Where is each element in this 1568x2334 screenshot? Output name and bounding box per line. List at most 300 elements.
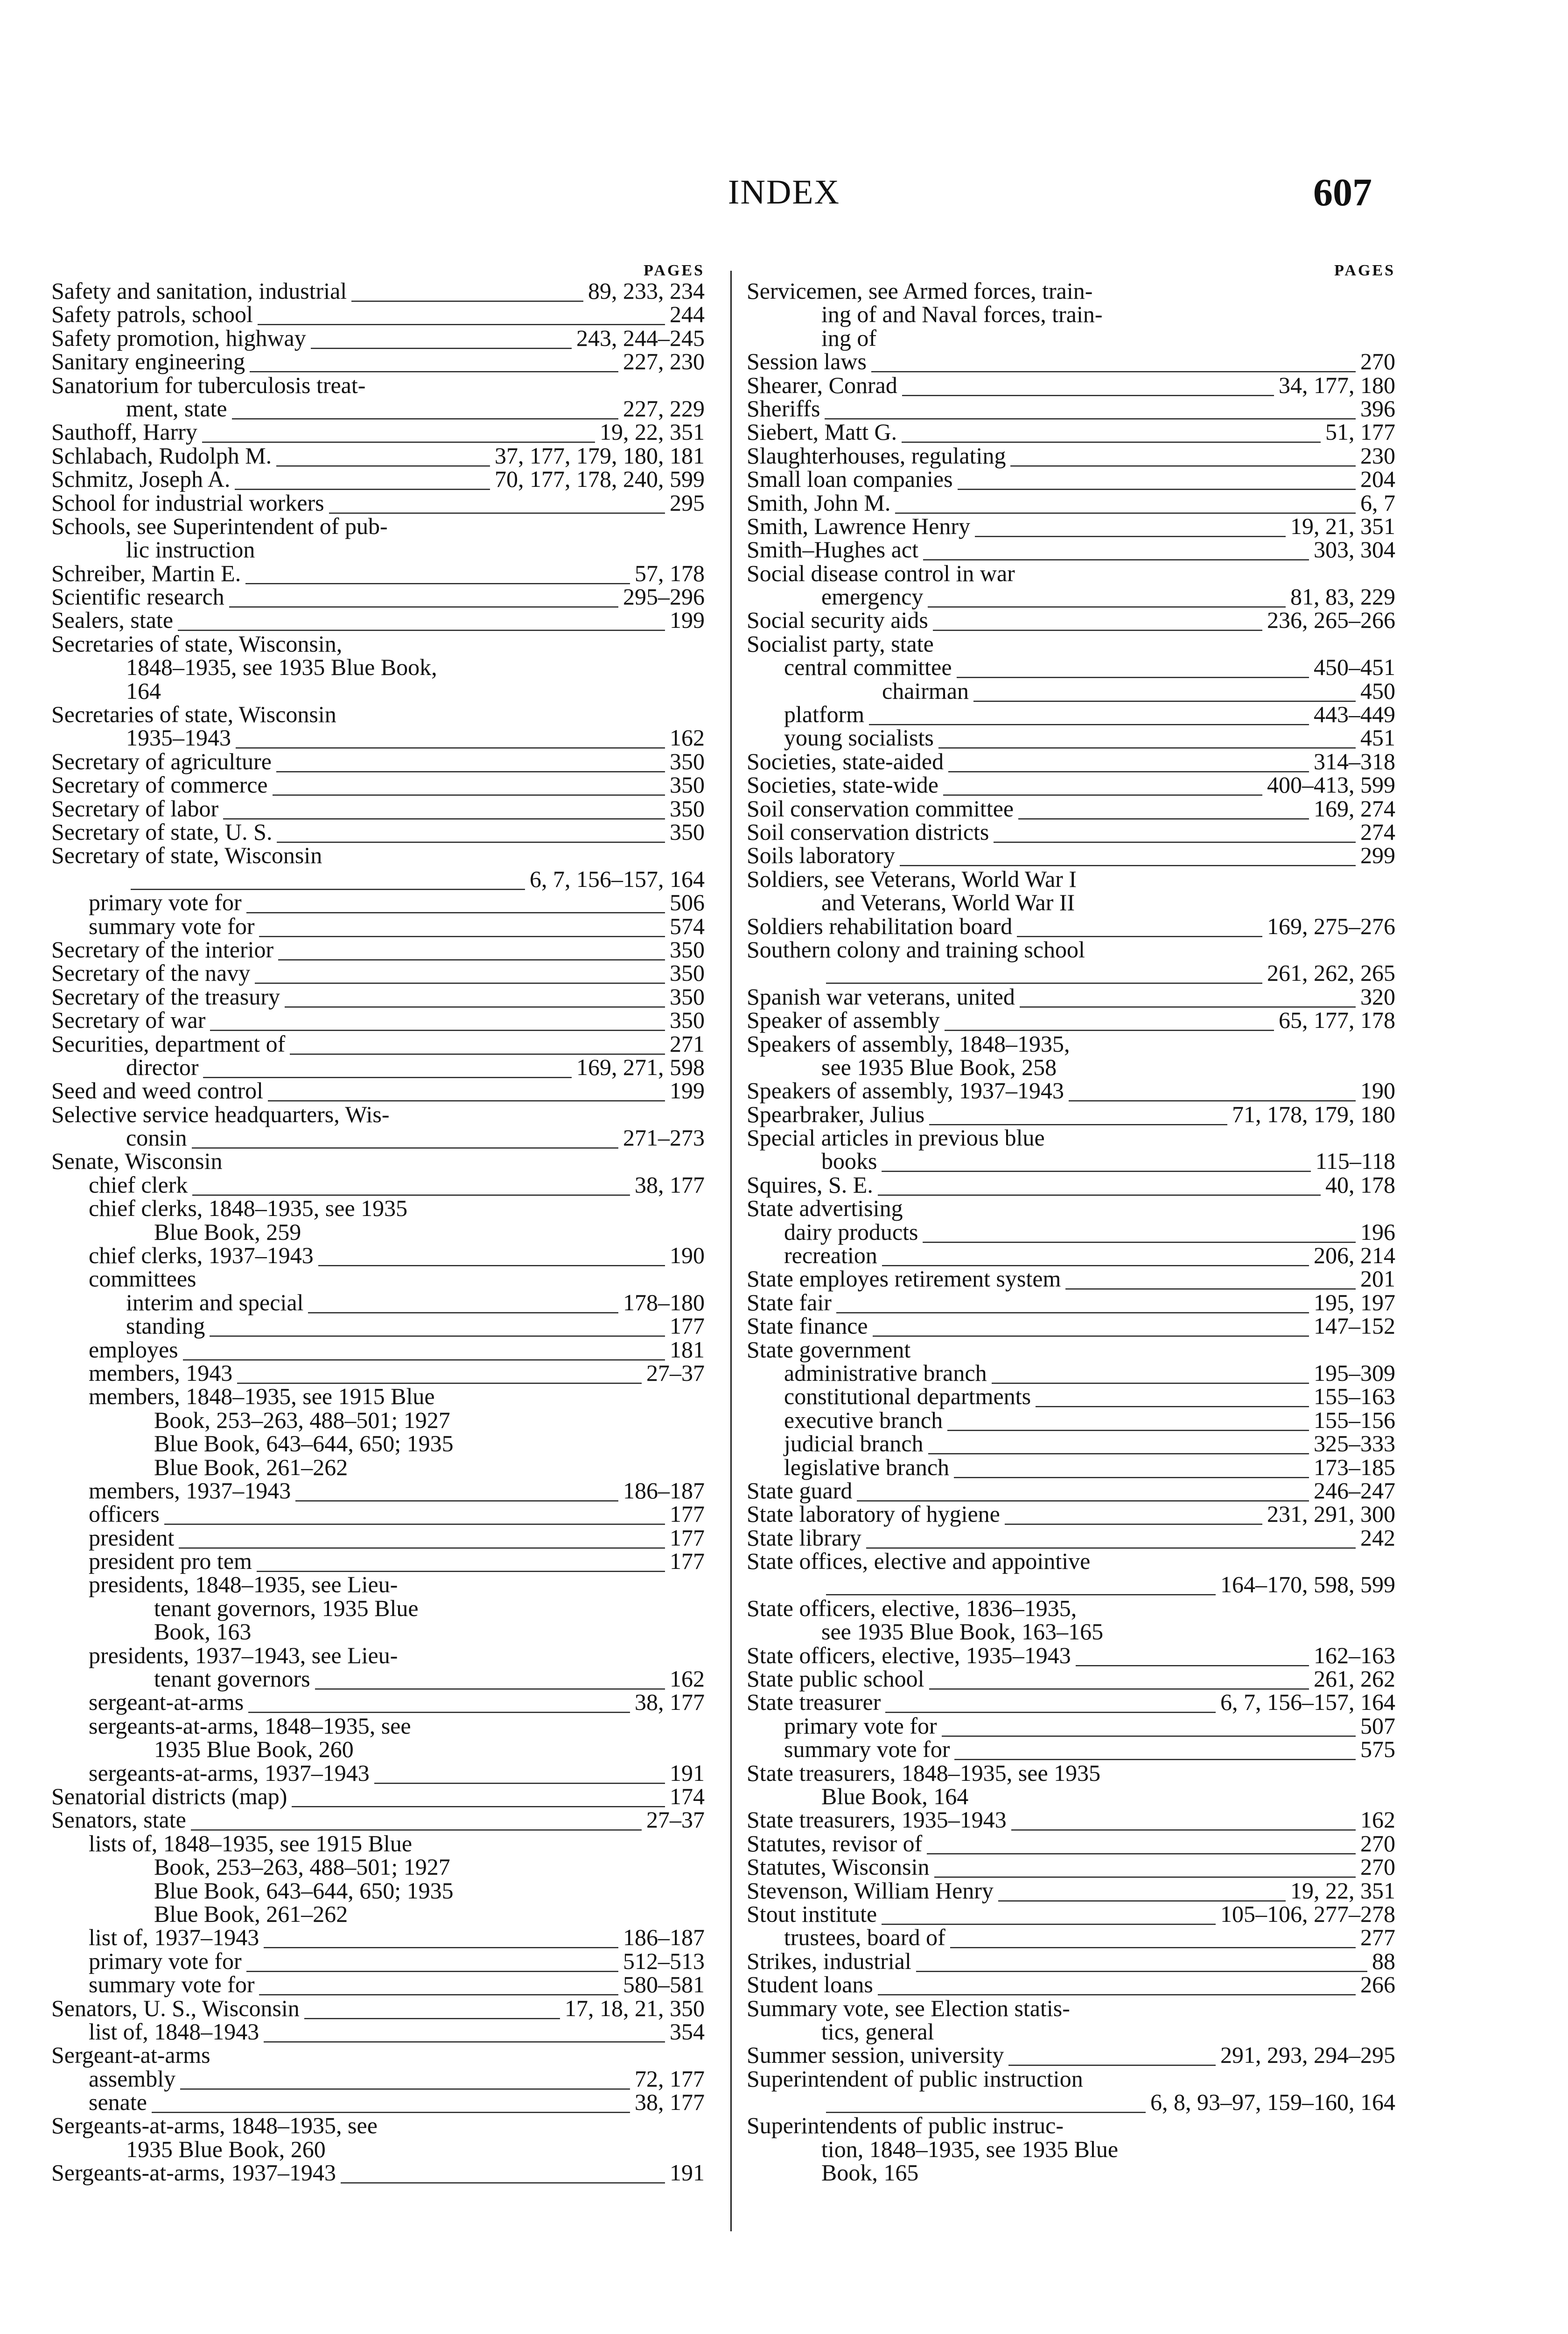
index-entry	[747, 1596, 1395, 1620]
index-page-refs: 37, 177, 179, 180, 181	[495, 442, 705, 469]
dot-leader	[304, 1997, 560, 2020]
index-term: tenant governors, 1935 Blue	[154, 1595, 419, 1621]
index-page-refs: 325–333	[1314, 1430, 1395, 1457]
index-entry	[51, 703, 705, 726]
pages-column-header: PAGES	[1334, 262, 1395, 279]
index-page-refs: 270	[1360, 348, 1395, 375]
index-term: Socialist party, state	[747, 630, 934, 657]
index-entry	[747, 420, 1395, 443]
index-entry	[747, 867, 1395, 891]
dot-leader	[954, 1455, 1309, 1479]
index-entry	[747, 1432, 1395, 1455]
index-term: State officers, elective, 1935–1943	[747, 1642, 1071, 1668]
index-entry	[747, 1973, 1395, 1996]
index-term: emergency	[821, 584, 924, 610]
index-entry	[747, 1455, 1395, 1479]
dot-leader	[192, 1126, 618, 1149]
index-entry	[747, 891, 1395, 914]
index-term: 164	[126, 677, 161, 704]
index-entry	[747, 1008, 1395, 1032]
dot-leader	[943, 773, 1262, 796]
index-term: 1935–1943	[126, 724, 231, 751]
index-term: Secretary of agriculture	[51, 748, 272, 774]
index-entry	[51, 797, 705, 820]
index-entry	[747, 1737, 1395, 1761]
index-page-refs: 164–170, 598, 599	[1220, 1571, 1395, 1598]
dot-leader	[826, 1573, 1216, 1596]
index-entry	[747, 1385, 1395, 1408]
index-term: Blue Book, 259	[154, 1218, 301, 1245]
dot-leader	[259, 1973, 618, 1996]
index-entry	[747, 2090, 1395, 2114]
index-term: State treasurers, 1848–1935, see 1935	[747, 1759, 1101, 1786]
index-entry	[51, 773, 705, 796]
index-term: judicial branch	[784, 1430, 924, 1457]
index-entry	[51, 1737, 705, 1761]
dot-leader	[927, 1832, 1356, 1855]
index-entry	[51, 397, 705, 420]
index-term: trustees, board of	[784, 1924, 945, 1951]
index-page-refs: 191	[670, 2159, 705, 2186]
index-entry	[747, 1267, 1395, 1290]
index-term: State guard	[747, 1477, 853, 1504]
index-entry	[51, 302, 705, 326]
index-entry	[51, 608, 705, 632]
index-entry	[51, 1902, 705, 1926]
index-term: list of, 1848–1943	[89, 2018, 259, 2045]
index-page-refs: 19, 22, 351	[1290, 1877, 1395, 1904]
dot-leader	[1076, 1644, 1309, 1667]
dot-leader	[954, 1737, 1356, 1761]
index-entry	[51, 514, 705, 538]
index-term: legislative branch	[784, 1454, 950, 1480]
index-term: Schmitz, Joseph A.	[51, 466, 231, 492]
index-term: officers	[89, 1501, 160, 1527]
index-page-refs: 147–152	[1314, 1313, 1395, 1339]
index-term: 1848–1935, see 1935 Blue Book,	[126, 654, 437, 681]
page-header-title: INDEX	[728, 173, 840, 211]
index-page-refs: 169, 274	[1314, 795, 1395, 822]
index-term: Smith–Hughes act	[747, 536, 919, 563]
index-term: central committee	[784, 654, 952, 681]
index-page-refs: 227, 230	[623, 348, 705, 375]
index-page-refs: 6, 8, 93–97, 159–160, 164	[1150, 2089, 1395, 2116]
index-term: 1935 Blue Book, 260	[154, 1736, 354, 1763]
index-entry	[747, 608, 1395, 632]
index-entry	[747, 1879, 1395, 1902]
index-term: lists of, 1848–1935, see 1915 Blue	[89, 1830, 413, 1856]
index-page-refs: 443–449	[1314, 701, 1395, 728]
index-entry	[747, 326, 1395, 350]
dot-leader	[878, 1973, 1356, 1996]
index-entry	[747, 2137, 1395, 2161]
index-term: Sergeants-at-arms, 1937–1943	[51, 2159, 336, 2186]
index-entry	[51, 1879, 705, 1902]
index-term: Secretary of the navy	[51, 960, 251, 986]
index-entry	[51, 1079, 705, 1102]
index-entry	[747, 844, 1395, 867]
dot-leader	[191, 1808, 642, 1831]
index-term: Societies, state-aided	[747, 748, 944, 774]
index-page-refs: 320	[1360, 983, 1395, 1010]
dot-leader	[869, 703, 1309, 726]
index-page-refs: 195–309	[1314, 1359, 1395, 1386]
index-term: Session laws	[747, 348, 867, 375]
dot-leader	[1018, 797, 1309, 820]
index-term: Social security aids	[747, 607, 928, 633]
index-entry	[51, 1432, 705, 1455]
index-term: Secretaries of state, Wisconsin	[51, 701, 336, 728]
index-page-refs: 291, 293, 294–295	[1220, 2042, 1395, 2068]
index-term: State officers, elective, 1836–1935,	[747, 1595, 1077, 1621]
index-entry	[51, 655, 705, 679]
index-page-refs: 350	[670, 748, 705, 774]
dot-leader	[902, 373, 1274, 397]
index-term: Sauthoff, Harry	[51, 419, 197, 445]
index-term: Secretary of the treasury	[51, 983, 280, 1010]
index-page-refs: 70, 177, 178, 240, 599	[495, 466, 705, 492]
index-entry	[51, 1361, 705, 1385]
index-entry	[51, 585, 705, 608]
index-page-refs: 71, 178, 179, 180	[1232, 1101, 1395, 1127]
index-term: Special articles in previous blue	[747, 1125, 1045, 1151]
index-entry	[51, 1455, 705, 1479]
dot-leader	[950, 1926, 1356, 1949]
index-term: Superintendents of public instruc-	[747, 2112, 1064, 2139]
index-entry	[747, 562, 1395, 585]
index-page-refs: 27–37	[646, 1359, 705, 1386]
index-entry	[747, 1761, 1395, 1785]
index-entry	[747, 2067, 1395, 2090]
index-page-refs: 72, 177	[635, 2065, 705, 2092]
index-term: ing of and Naval forces, train-	[821, 301, 1103, 328]
index-entry	[51, 938, 705, 961]
index-term: Soil conservation districts	[747, 818, 989, 845]
index-term: Blue Book, 261–262	[154, 1454, 348, 1480]
index-term: chief clerks, 1848–1935, see 1935	[89, 1195, 408, 1222]
index-page-refs: 512–513	[623, 1947, 705, 1974]
dot-leader	[202, 420, 595, 443]
index-entry	[51, 1926, 705, 1949]
index-entry	[747, 1032, 1395, 1055]
index-page-refs: 396	[1360, 395, 1395, 422]
index-term: members, 1937–1943	[89, 1477, 291, 1504]
index-page-refs: 177	[670, 1313, 705, 1339]
dot-leader	[250, 350, 618, 373]
index-term: Senatorial districts (map)	[51, 1783, 287, 1809]
dot-leader	[900, 844, 1356, 867]
index-entry	[747, 1785, 1395, 1808]
index-term: presidents, 1848–1935, see Lieu-	[89, 1571, 398, 1598]
index-term: Book, 165	[821, 2159, 919, 2186]
dot-leader	[374, 1761, 665, 1785]
index-page-refs: 162–163	[1314, 1642, 1395, 1668]
dot-leader	[257, 1549, 665, 1573]
index-entry	[51, 1267, 705, 1290]
index-entry	[51, 961, 705, 984]
dot-leader	[916, 1949, 1367, 1973]
dot-leader	[1010, 444, 1356, 467]
index-term: Speaker of assembly	[747, 1007, 940, 1033]
index-entry	[51, 1644, 705, 1667]
index-entry	[51, 1761, 705, 1785]
index-term: Schreiber, Martin E.	[51, 560, 241, 586]
index-page-refs: 27–37	[646, 1807, 705, 1833]
index-page-refs: 314–318	[1314, 748, 1395, 774]
index-entry	[747, 585, 1395, 608]
index-entry	[747, 750, 1395, 773]
dot-leader	[826, 961, 1262, 984]
index-entry	[747, 773, 1395, 796]
index-page-refs: 243, 244–245	[576, 324, 705, 351]
index-term: Squires, S. E.	[747, 1171, 873, 1198]
index-term: School for industrial workers	[51, 489, 324, 516]
index-page-refs: 38, 177	[635, 1689, 705, 1715]
index-page-refs: 19, 22, 351	[600, 419, 705, 445]
index-term: Speakers of assembly, 1937–1943	[747, 1077, 1064, 1104]
index-entry	[747, 538, 1395, 561]
index-term: standing	[126, 1313, 205, 1339]
page-number: 607	[1313, 171, 1372, 214]
index-page-refs: 400–413, 599	[1267, 772, 1395, 798]
index-term: Siebert, Matt G.	[747, 419, 897, 445]
index-entry	[51, 726, 705, 749]
index-term: Stevenson, William Henry	[747, 1877, 994, 1904]
index-entry	[747, 1502, 1395, 1526]
index-page-refs: 199	[670, 1077, 705, 1104]
index-term: senate	[89, 2089, 147, 2116]
index-term: Smith, John M.	[747, 489, 891, 516]
index-term: Student loans	[747, 1971, 873, 1998]
index-term: Safety and sanitation, industrial	[51, 278, 347, 304]
dot-leader	[1011, 1808, 1356, 1831]
index-entry	[51, 1690, 705, 1714]
index-term: State treasurer	[747, 1689, 881, 1715]
index-page-refs: 34, 177, 180	[1279, 372, 1395, 398]
index-entry	[747, 1291, 1395, 1314]
dot-leader	[998, 1879, 1286, 1902]
index-term: Sanitary engineering	[51, 348, 245, 375]
index-entry	[51, 1973, 705, 1996]
index-page-refs: 40, 178	[1325, 1171, 1395, 1198]
index-term: young socialists	[784, 724, 934, 751]
index-term: summary vote for	[784, 1736, 950, 1763]
index-term: president	[89, 1524, 175, 1551]
index-term: sergeants-at-arms, 1848–1935, see	[89, 1712, 411, 1739]
index-term: assembly	[89, 2065, 176, 2092]
index-entry	[51, 1808, 705, 1831]
index-term: State public school	[747, 1666, 924, 1692]
index-term: Senate, Wisconsin	[51, 1148, 223, 1174]
dot-leader	[178, 608, 665, 632]
index-term: Blue Book, 164	[821, 1783, 969, 1809]
index-entry	[51, 679, 705, 703]
index-page-refs: 295–296	[623, 584, 705, 610]
index-page-refs: 575	[1360, 1736, 1395, 1763]
index-page-refs: 451	[1360, 724, 1395, 751]
index-term: committees	[89, 1265, 196, 1292]
index-term: director	[126, 1054, 199, 1080]
index-entry	[51, 2067, 705, 2090]
dot-leader	[179, 1526, 665, 1549]
index-entry	[747, 938, 1395, 961]
index-entry	[747, 679, 1395, 703]
index-page-refs: 89, 233, 234	[588, 278, 705, 304]
index-term: tenant governors	[154, 1666, 310, 1692]
dot-leader	[1020, 985, 1356, 1008]
index-entry	[747, 1338, 1395, 1361]
dot-leader	[992, 1361, 1309, 1385]
index-term: presidents, 1937–1943, see Lieu-	[89, 1642, 398, 1668]
dot-leader	[273, 773, 665, 796]
index-term: members, 1943	[89, 1359, 233, 1386]
index-entry-list	[747, 279, 1395, 2185]
dot-leader	[180, 2067, 630, 2090]
index-term: Blue Book, 643–644, 650; 1935	[154, 1430, 454, 1457]
dot-leader	[183, 1338, 665, 1361]
index-entry	[747, 444, 1395, 467]
index-term: Senators, state	[51, 1807, 186, 1833]
dot-leader	[1005, 1502, 1262, 1526]
dot-leader	[210, 1314, 665, 1337]
index-page-refs: 230	[1360, 442, 1395, 469]
index-term: tics, general	[821, 2018, 934, 2045]
index-entry	[747, 1549, 1395, 1573]
index-term: Southern colony and training school	[747, 936, 1085, 963]
index-page-refs: 244	[670, 301, 705, 328]
index-page-refs: 81, 83, 229	[1290, 584, 1395, 610]
column-divider	[730, 271, 732, 2231]
index-entry	[747, 914, 1395, 938]
index-entry	[747, 1855, 1395, 1878]
index-entry	[747, 1644, 1395, 1667]
dot-leader	[923, 1220, 1356, 1244]
pages-column-header: PAGES	[644, 262, 705, 279]
index-page-refs: 6, 7, 156–157, 164	[530, 865, 705, 892]
index-page-refs: 295	[670, 489, 705, 516]
dot-leader	[276, 444, 490, 467]
index-entry	[747, 1573, 1395, 1596]
index-entry	[51, 820, 705, 844]
index-term: Societies, state-wide	[747, 772, 938, 798]
index-entry	[51, 1667, 705, 1690]
index-entry	[51, 444, 705, 467]
index-entry	[51, 1855, 705, 1878]
index-entry	[51, 1479, 705, 1502]
index-term: Secretary of state, Wisconsin	[51, 842, 322, 869]
dot-leader	[152, 2090, 630, 2114]
index-term: Speakers of assembly, 1848–1935,	[747, 1030, 1070, 1057]
index-term: Book, 253–263, 488–501; 1927	[154, 1854, 450, 1880]
index-entry	[747, 2020, 1395, 2043]
index-entry	[51, 2161, 705, 2184]
dot-leader	[295, 1479, 618, 1502]
index-term: sergeants-at-arms, 1937–1943	[89, 1759, 370, 1786]
index-entry	[747, 1714, 1395, 1737]
index-page-refs: 38, 177	[635, 2089, 705, 2116]
index-term: Small loan companies	[747, 466, 953, 492]
index-entry	[51, 1244, 705, 1267]
index-page-refs: 162	[670, 1666, 705, 1692]
index-entry	[51, 1149, 705, 1173]
dot-leader	[1036, 1385, 1309, 1408]
index-term: Book, 253–263, 488–501; 1927	[154, 1406, 450, 1433]
dot-leader	[878, 1173, 1321, 1196]
index-page-refs: 270	[1360, 1854, 1395, 1880]
index-term: members, 1848–1935, see 1915 Blue	[89, 1383, 435, 1410]
index-page-refs: 169, 275–276	[1267, 913, 1395, 939]
index-term: ment, state	[126, 395, 227, 422]
dot-leader	[825, 397, 1356, 420]
index-term: summary vote for	[89, 913, 255, 939]
index-page-refs: 88	[1372, 1947, 1395, 1974]
index-entry	[747, 1808, 1395, 1831]
dot-leader	[192, 1173, 630, 1196]
index-term: Secretary of commerce	[51, 772, 268, 798]
dot-leader	[292, 1785, 665, 1808]
index-term: Schlabach, Rudolph M.	[51, 442, 272, 469]
index-page-refs: 19, 21, 351	[1290, 513, 1395, 539]
dot-leader	[229, 585, 618, 608]
index-entry	[51, 1596, 705, 1620]
index-page-refs: 155–163	[1314, 1383, 1395, 1410]
index-term: Soldiers, see Veterans, World War I	[747, 865, 1077, 892]
index-page-refs: 174	[670, 1783, 705, 1809]
index-entry	[51, 350, 705, 373]
index-page-refs: 196	[1360, 1218, 1395, 1245]
index-term: Sheriffs	[747, 395, 820, 422]
index-page-refs: 181	[670, 1336, 705, 1363]
index-page-refs: 350	[670, 983, 705, 1010]
index-page-refs: 266	[1360, 1971, 1395, 1998]
index-term: State library	[747, 1524, 861, 1551]
index-entry	[51, 632, 705, 655]
index-entry	[51, 1714, 705, 1737]
index-page-refs: 261, 262	[1314, 1666, 1395, 1692]
index-page-refs: 231, 291, 300	[1267, 1501, 1395, 1527]
dot-leader	[1008, 2043, 1216, 2067]
index-entry	[747, 985, 1395, 1008]
index-term: State laboratory of hygiene	[747, 1501, 1000, 1527]
index-entry	[51, 2043, 705, 2067]
index-entry	[747, 820, 1395, 844]
dot-leader	[311, 326, 572, 350]
index-page-refs: 201	[1360, 1265, 1395, 1292]
dot-leader	[329, 491, 665, 514]
dot-leader	[826, 2090, 1146, 2114]
index-entry	[747, 961, 1395, 984]
index-term: and Veterans, World War II	[821, 889, 1075, 916]
index-term: Schools, see Superintendent of pub-	[51, 513, 388, 539]
dot-leader	[958, 467, 1356, 491]
index-page-refs: 6, 7	[1360, 489, 1395, 516]
index-entry	[51, 373, 705, 397]
index-term: consin	[126, 1125, 187, 1151]
index-entry	[747, 373, 1395, 397]
dot-leader	[258, 302, 665, 326]
index-term: State advertising	[747, 1195, 903, 1222]
index-entry	[747, 1526, 1395, 1549]
index-term: Securities, department of	[51, 1030, 286, 1057]
index-page-refs: 65, 177, 178	[1279, 1007, 1395, 1033]
index-entry	[747, 1220, 1395, 1244]
index-page-refs: 6, 7, 156–157, 164	[1220, 1689, 1395, 1715]
index-entry	[51, 1196, 705, 1220]
index-page-refs: 277	[1360, 1924, 1395, 1951]
index-entry	[747, 467, 1395, 491]
dot-leader	[259, 914, 665, 938]
dot-leader	[203, 1055, 572, 1079]
